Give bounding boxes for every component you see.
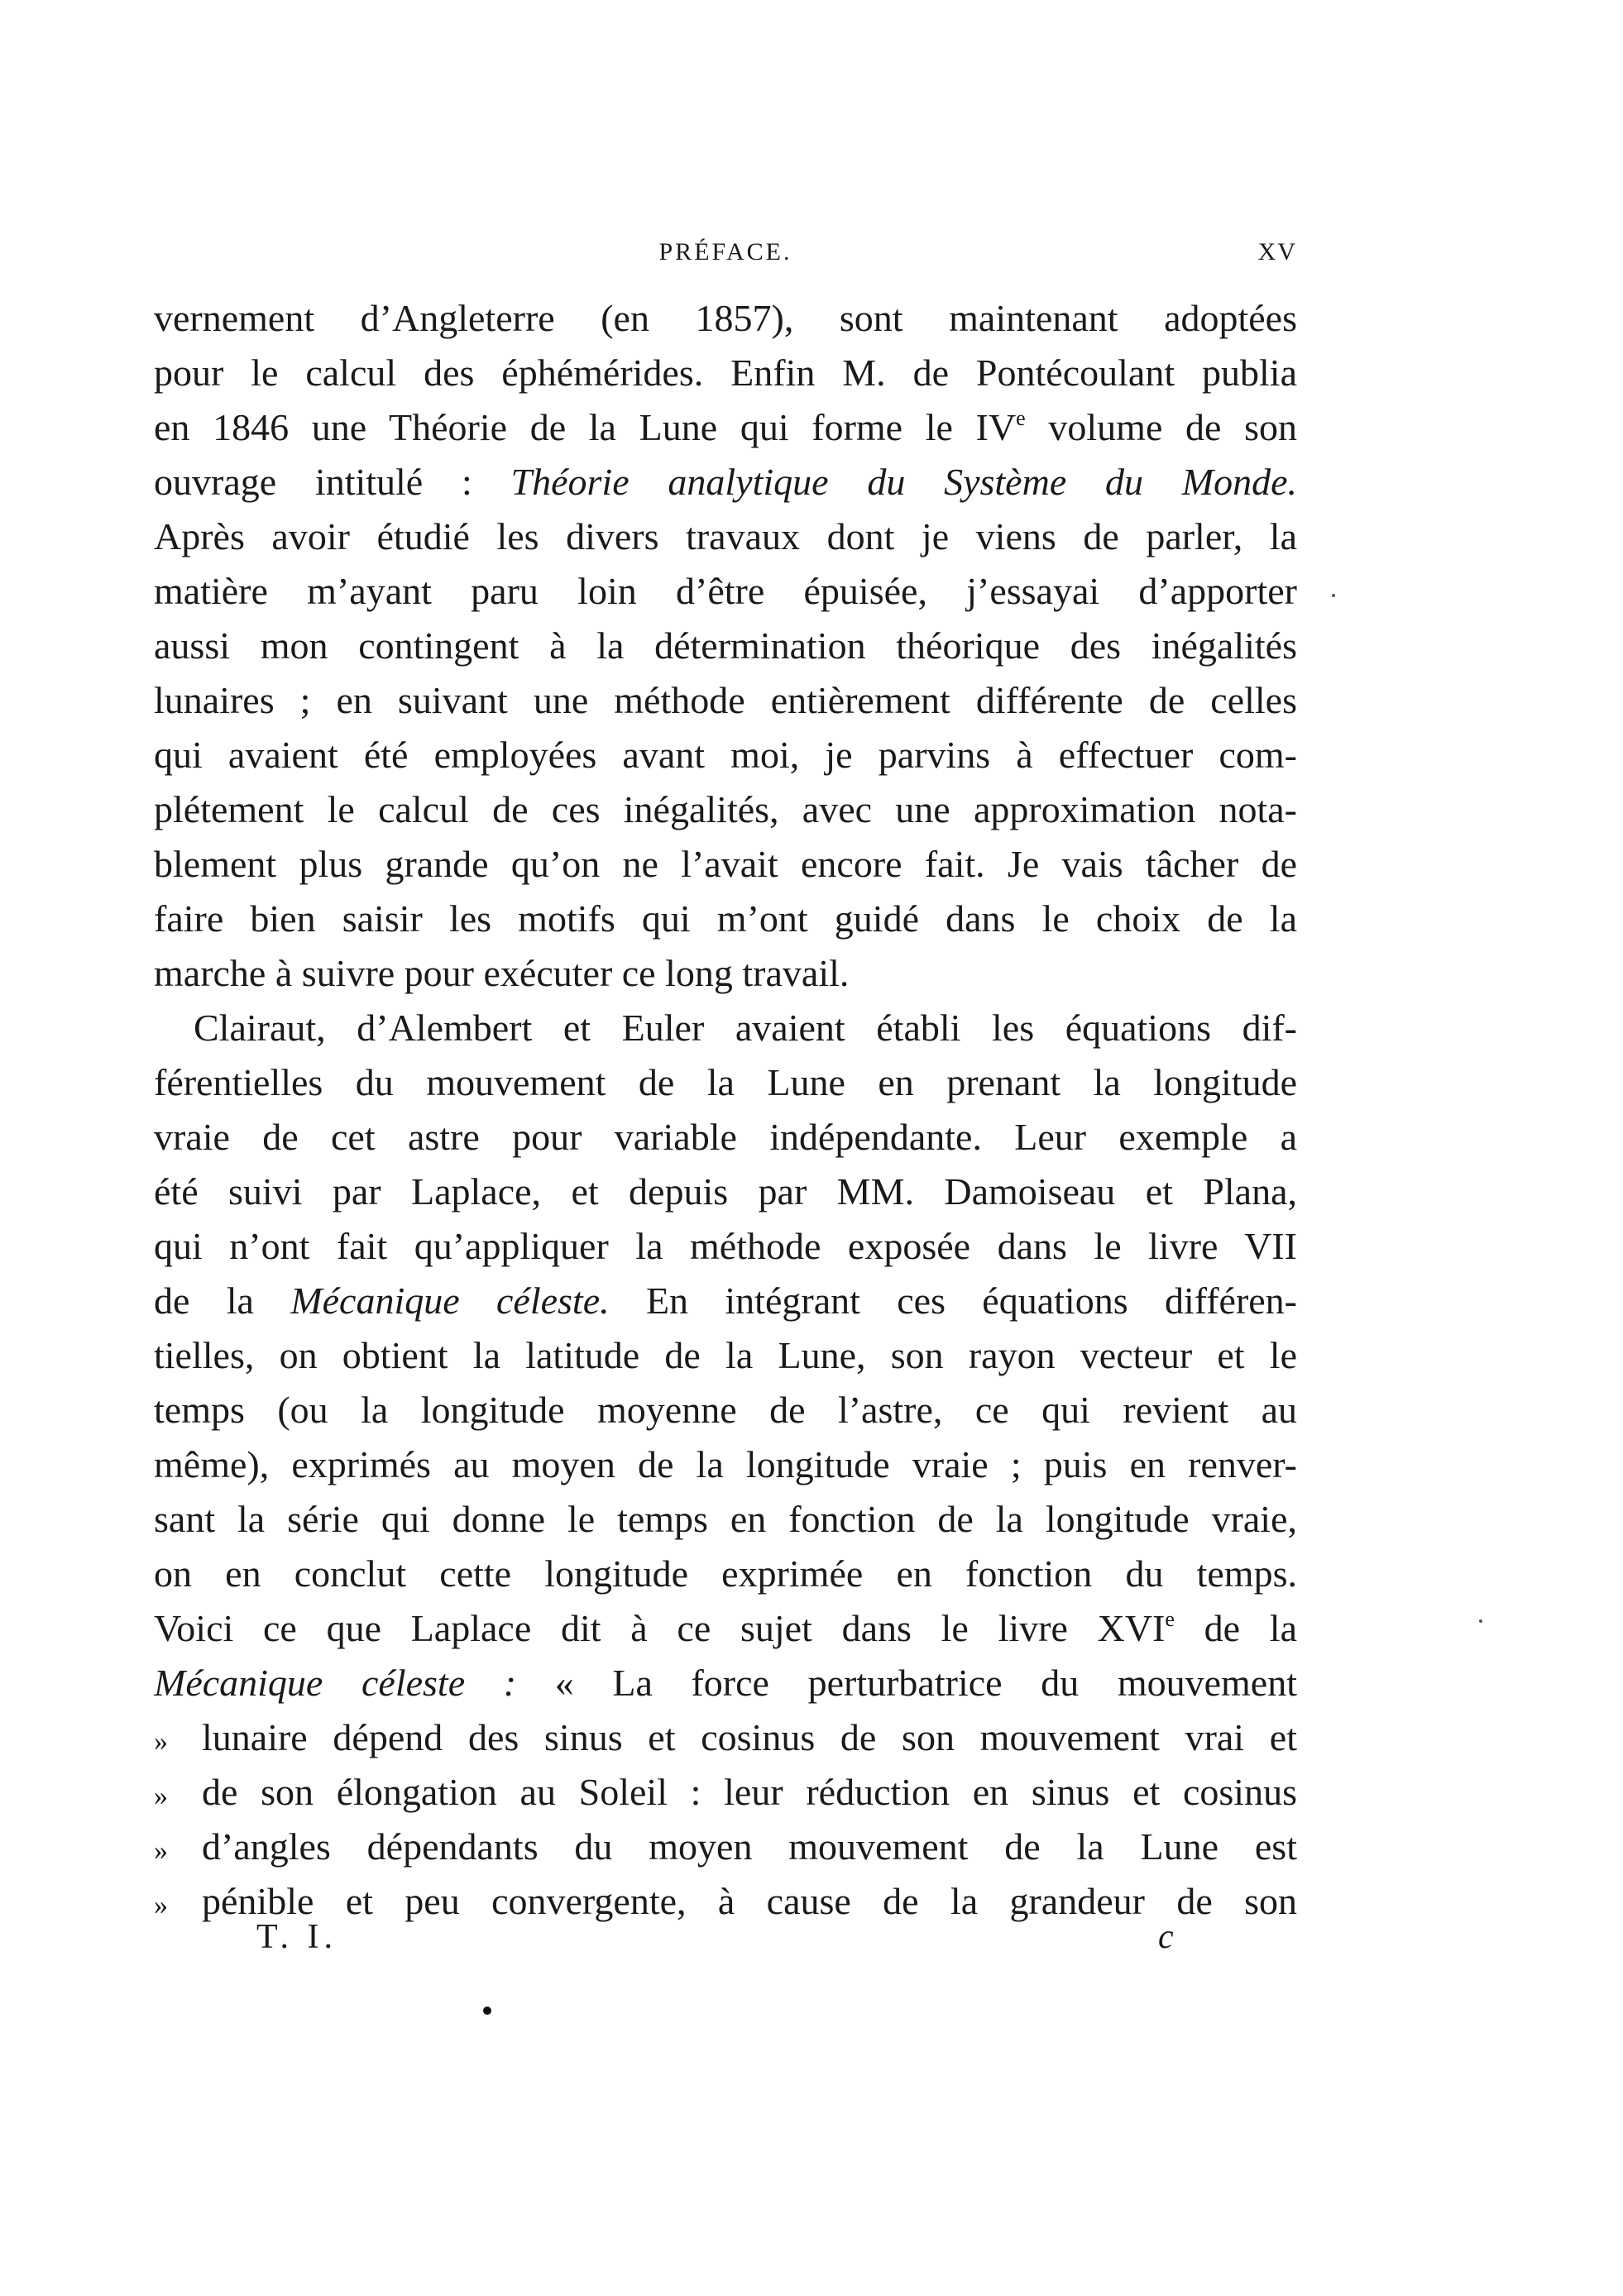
text-line: [154, 291, 1297, 346]
text-run: plétement le calcul de ces inégalités, avec une approximation nota-: [154, 788, 1297, 830]
quotation-guillemet: »: [154, 1890, 168, 1921]
text-line: [154, 1383, 1297, 1437]
text-run: volume de son: [1025, 406, 1297, 448]
page-number: XV: [1257, 238, 1297, 265]
text-run: Voici ce que Laplace dit à ce sujet dans le livre XVI: [154, 1607, 1166, 1649]
text-line: [154, 1165, 1297, 1219]
text-run: pénible et peu convergente, à cause de la grandeur de son: [202, 1880, 1297, 1922]
text-line: [154, 1055, 1297, 1110]
text-line: [154, 346, 1297, 400]
gathering-signature: c: [1158, 1918, 1174, 1956]
text-run: « La force perturbatrice du mouvement: [516, 1662, 1297, 1704]
text-line: [154, 1710, 1297, 1765]
text-run: d’angles dépendants du moyen mouvement de la Lune est: [202, 1825, 1297, 1868]
text-line: [154, 1437, 1297, 1492]
text-line: [154, 1328, 1297, 1383]
text-run: été suivi par Laplace, et depuis par MM. Damoiseau et Plana,: [154, 1170, 1297, 1213]
text-line: [154, 1110, 1297, 1165]
text-line: [154, 1492, 1297, 1547]
text-run: en 1846 une Théorie de la Lune qui forme le IV: [154, 406, 1017, 448]
text-run: matière m’ayant paru loin d’être épuisée, j’essayai d’apporter: [154, 570, 1297, 612]
text-run: qui n’ont fait qu’appliquer la méthode exposée dans le livre VII: [154, 1225, 1297, 1267]
text-run: vernement d’Angleterre (en 1857), sont maintenant adoptées: [154, 297, 1297, 339]
text-line: [154, 837, 1297, 892]
running-head: [154, 238, 1297, 271]
text-line: [154, 1001, 1297, 1055]
superscript: e: [1165, 1607, 1175, 1631]
text-run: vraie de cet astre pour variable indépendante. Leur exemple a: [154, 1116, 1297, 1158]
text-line: [154, 509, 1297, 564]
text-line: [154, 1547, 1297, 1601]
text-run: de son élongation au Soleil : leur réduction en sinus et cosinus: [202, 1771, 1297, 1813]
superscript: e: [1016, 406, 1026, 430]
text-run: sant la série qui donne le temps en fonction de la longitude vraie,: [154, 1498, 1297, 1540]
text-run: Après avoir étudié les divers travaux dont je viens de parler, la: [154, 515, 1297, 557]
text-run: lunaire dépend des sinus et cosinus de son mouvement vrai et: [202, 1716, 1297, 1758]
text-line: [154, 892, 1297, 946]
text-line: [154, 946, 1297, 1001]
page-footer: [154, 1917, 1297, 1967]
text-run: on en conclut cette longitude exprimée en fonction du temps.: [154, 1552, 1297, 1595]
quotation-guillemet: »: [154, 1781, 168, 1811]
text-run: même), exprimés au moyen de la longitude vraie ; puis en renver-: [154, 1443, 1297, 1485]
text-line: [154, 728, 1297, 782]
text-line: [154, 400, 1297, 455]
text-line: [154, 1820, 1297, 1874]
text-run: marche à suivre pour exécuter ce long travail.: [154, 952, 850, 994]
ink-speck: [483, 2007, 491, 2015]
ink-speck: [1479, 1619, 1482, 1623]
quotation-guillemet: »: [154, 1726, 168, 1757]
text-line: [154, 619, 1297, 673]
running-title: PRÉFACE.: [658, 238, 792, 265]
text-run: faire bien saisir les motifs qui m’ont guidé dans le choix de la: [154, 897, 1297, 940]
volume-signature: T. I.: [256, 1918, 338, 1956]
quotation-guillemet: »: [154, 1835, 168, 1866]
text-line: [154, 455, 1297, 509]
text-run: de la: [154, 1280, 291, 1322]
text-line: [154, 1219, 1297, 1274]
text-line: [154, 1274, 1297, 1328]
text-run: férentielles du mouvement de la Lune en prenant la longitude: [154, 1061, 1297, 1103]
text-run: ouvrage intitulé :: [154, 461, 511, 503]
text-run: temps (ou la longitude moyenne de l’astre, ce qui revient au: [154, 1389, 1297, 1431]
italic-title: Mécanique céleste.: [290, 1280, 610, 1322]
text-run: de la: [1174, 1607, 1297, 1649]
text-line: [154, 564, 1297, 619]
text-line: [154, 1765, 1297, 1820]
italic-title: Théorie analytique du Système du Monde.: [510, 461, 1297, 503]
text-line: [154, 1656, 1297, 1710]
text-run: qui avaient été employées avant moi, je parvins à effectuer com-: [154, 734, 1297, 776]
text-line: [154, 1601, 1297, 1656]
text-line: [154, 782, 1297, 837]
ink-speck: [1332, 594, 1335, 597]
text-run: pour le calcul des éphémérides. Enfin M. de Pontécoulant publia: [154, 352, 1297, 394]
text-run: blement plus grande qu’on ne l’avait encore fait. Je vais tâcher de: [154, 843, 1297, 885]
body-text: [154, 291, 1297, 1929]
text-run: En intégrant ces équations différen-: [609, 1280, 1297, 1322]
text-run: lunaires ; en suivant une méthode entièrement différente de celles: [154, 679, 1297, 721]
text-run: aussi mon contingent à la détermination théorique des inégalités: [154, 624, 1297, 667]
text-run: tielles, on obtient la latitude de la Lune, son rayon vecteur et le: [154, 1334, 1297, 1376]
text-run: Clairaut, d’Alembert et Euler avaient établi les équations dif-: [194, 1007, 1297, 1049]
italic-title: Mécanique céleste :: [154, 1662, 517, 1704]
text-line: [154, 673, 1297, 728]
